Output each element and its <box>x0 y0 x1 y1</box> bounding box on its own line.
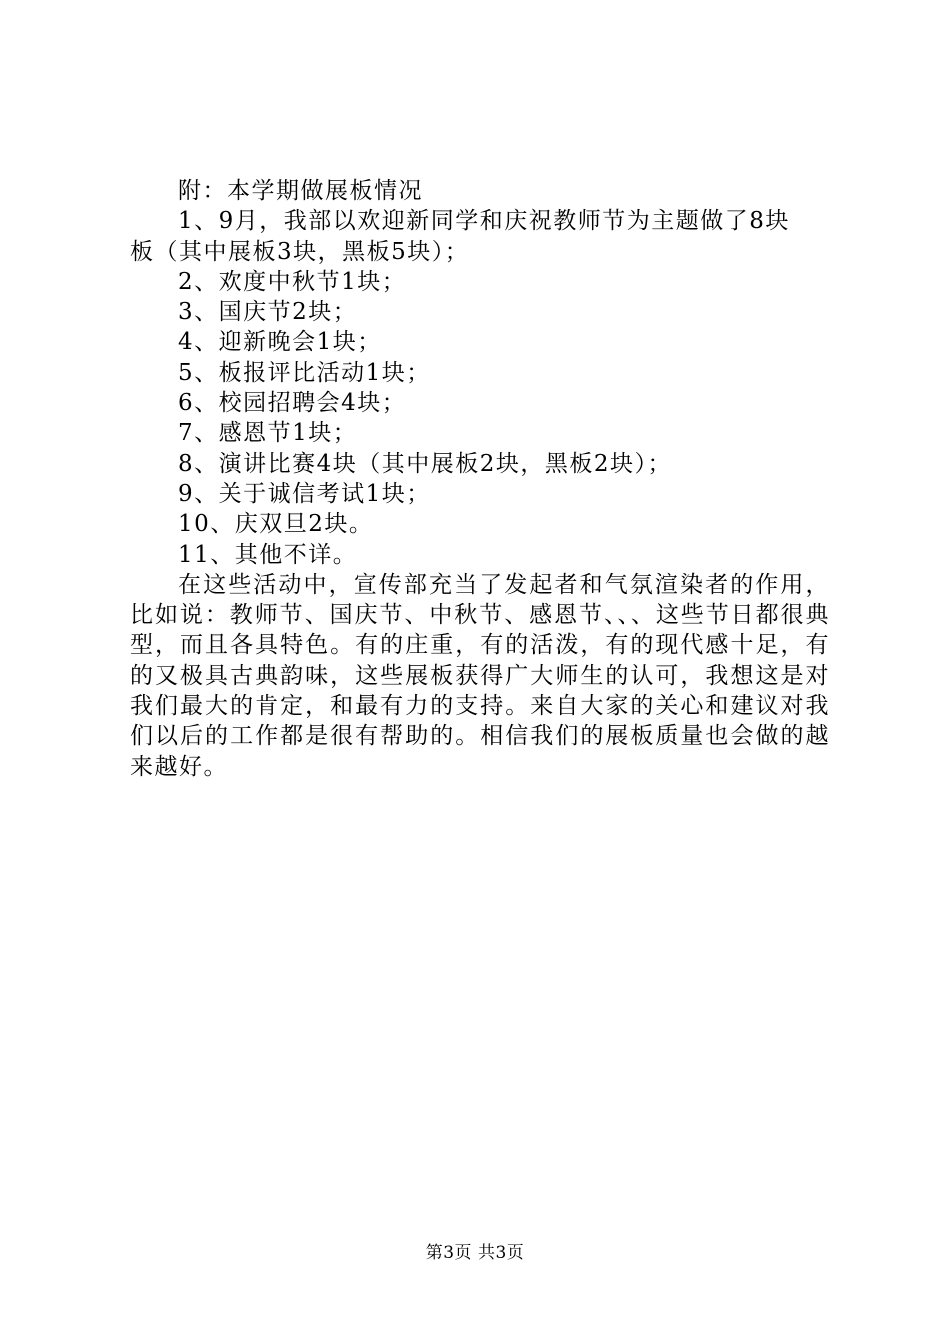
list-item: 9、关于诚信考试1块； <box>178 480 431 507</box>
page-footer: 第3页 共3页 <box>425 1243 525 1263</box>
list-item: 3、国庆节2块； <box>178 299 358 326</box>
section-heading: 附：本学期做展板情况 <box>178 178 423 204</box>
list-item: 11、其他不详。 <box>178 541 358 568</box>
list-item-1-line-2: 板（其中展板3块，黑板5块）； <box>130 238 470 265</box>
summary-paragraph: 在这些活动中，宣传部充当了发起者和气氛渲染者的作用，比如说：教师节、国庆节、中秋节、感恩节、、、这些节日都很典型，而且各具特色。有的庄重，有的活泼，有的现代感十足，有的又极具古典韵味，这些展板获得广大师生的认可，我想这是对我们最大的肯定，和最有力的支持。来自大家的关心和建议对我们以后的工作都是很有帮助的。相信我们的展板质量也会做的越来越好。 <box>130 571 830 780</box>
list-item: 10、庆双旦2块。 <box>178 511 374 538</box>
list-item: 7、感恩节1块； <box>178 420 358 447</box>
list-item: 2、欢度中秋节1块； <box>178 268 407 295</box>
list-item: 6、校园招聘会4块； <box>178 390 407 417</box>
list-item: 4、迎新晚会1块； <box>178 329 382 356</box>
list-item-1-line-1: 1、9月，我部以欢迎新同学和庆祝教师节为主题做了8块 <box>178 208 790 235</box>
list-item: 5、板报评比活动1块； <box>178 359 431 386</box>
list-item: 8、演讲比赛4块（其中展板2块，黑板2块）； <box>178 450 673 477</box>
document-body <box>130 176 830 782</box>
